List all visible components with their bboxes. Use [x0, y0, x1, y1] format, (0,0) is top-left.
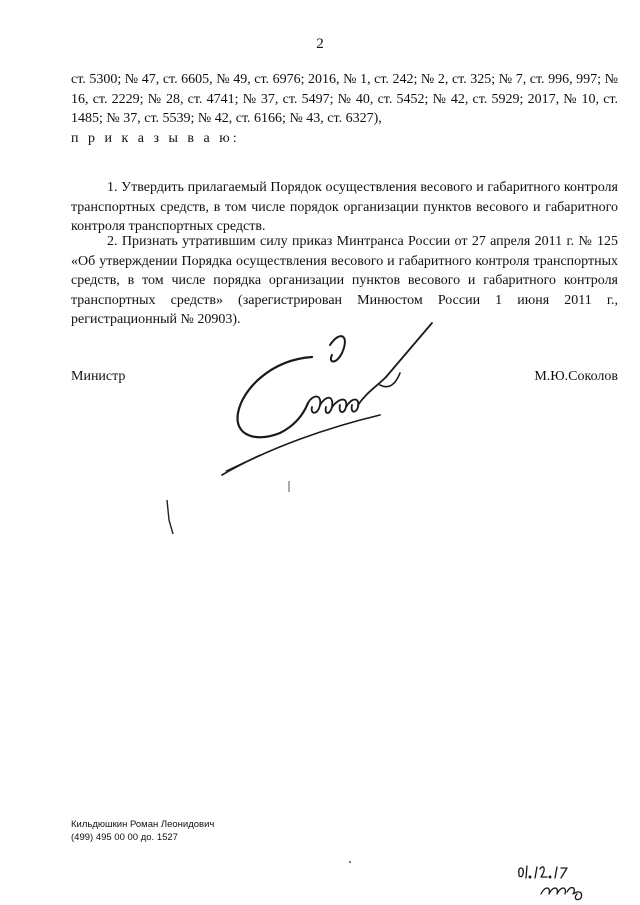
signatory-name: М.Ю.Соколов — [534, 369, 618, 384]
order-item-1: 1. Утвердить прилагаемый Порядок осуществления весового и габаритного контроля транспортных средств, в том числе порядок организации пунктов весового и габаритного контроля транспортных средств. — [71, 180, 618, 234]
page-number: 2 — [316, 36, 324, 52]
executor-phone: (499) 495 00 00 до. 1527 — [71, 832, 178, 843]
scan-mark-3 — [348, 860, 352, 864]
signatory-title: Министр — [71, 369, 126, 384]
order-item-2: 2. Признать утратившим силу приказ Минтранса России от 27 апреля 2011 г. № 125 «Об утверждении Порядка осуществления весового и габаритного контроля транспортных средств, в том числе порядка организации пунктов весового и габаритного контроля транспортных средств» (зарегистрирован Минюстом России 1 июня 2011 г., регистрационный № 20903). — [71, 234, 618, 327]
scan-mark-1 — [163, 498, 177, 538]
executor-name: Кильдюшкин Роман Леонидович — [71, 819, 215, 830]
scan-mark-2 — [286, 480, 292, 494]
handwritten-date-note — [515, 862, 595, 902]
legal-references-text: ст. 5300; № 47, ст. 6605, № 49, ст. 6976; 2016, № 1, ст. 242; № 2, ст. 325; № 7, ст. 996, 997; № 16, ст. 2229; № 28, ст. 4741; № 37, ст. 5497; № 40, ст. 5452; № 42, ст. 5929; 2017, № 10, ст. 1485; № 37, ст. 5539; № 42, ст. 6166; № 43, ст. 6327), — [71, 72, 618, 126]
order-word: п р и к а з ы в а ю: — [71, 130, 240, 146]
handwritten-signature — [200, 315, 450, 490]
intro-paragraph — [71, 70, 618, 148]
